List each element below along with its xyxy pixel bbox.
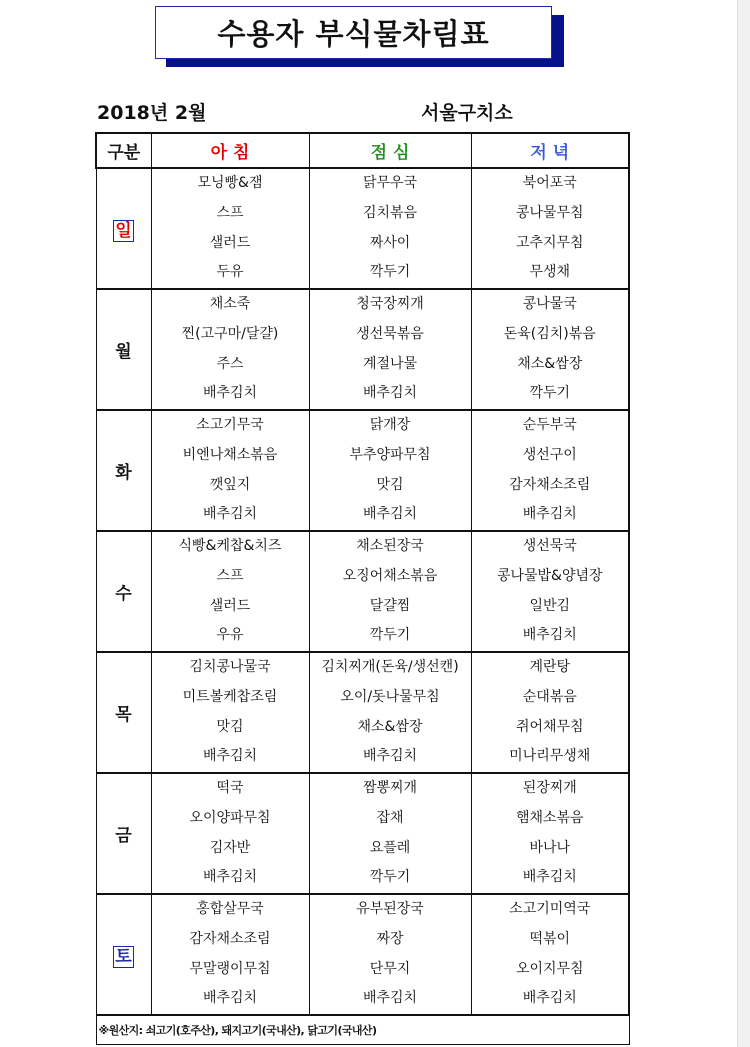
dinner-cell xyxy=(471,894,629,1015)
day-label xyxy=(96,894,151,1015)
dinner-cell xyxy=(471,168,629,289)
menu-item: 깍두기 xyxy=(369,264,411,281)
menu-item: 김치볶음 xyxy=(362,204,418,221)
dinner-cell xyxy=(471,410,629,531)
menu-item: 스프 xyxy=(216,204,244,221)
menu-item: 깍두기 xyxy=(529,385,571,402)
menu-item: 맛김 xyxy=(216,718,244,735)
note-row xyxy=(96,1015,629,1045)
menu-item: 일반김 xyxy=(529,597,571,614)
menu-item: 깍두기 xyxy=(369,869,411,886)
menu-item: 배추김치 xyxy=(202,869,258,886)
lunch-cell xyxy=(309,168,471,289)
menu-item: 생선구이 xyxy=(522,446,577,463)
menu-item: 홍합살무국 xyxy=(196,901,264,917)
menu-item: 두유 xyxy=(216,264,244,281)
menu-item: 오이양파무침 xyxy=(189,809,271,826)
menu-item: 김치찌개(돈육/생선캔) xyxy=(321,659,459,675)
header-dinner: 저 녁 xyxy=(471,133,629,168)
lunch-cell xyxy=(309,410,471,531)
menu-item: 깍두기 xyxy=(369,627,411,644)
menu-item: 달걀찜 xyxy=(369,597,411,614)
menu-item: 맛김 xyxy=(376,476,404,493)
scrollbar-track[interactable] xyxy=(737,0,750,1047)
menu-item: 배추김치 xyxy=(522,627,577,644)
menu-item: 콩나물밥&양념장 xyxy=(496,567,603,584)
menu-item: 짜사이 xyxy=(369,234,411,251)
menu-item: 짜장 xyxy=(376,930,404,947)
day-label xyxy=(96,531,151,652)
menu-item: 계절나물 xyxy=(362,355,418,372)
menu-item: 단무지 xyxy=(369,960,411,977)
table-row xyxy=(96,531,629,652)
menu-item: 모닝빵&잼 xyxy=(197,175,263,191)
menu-item: 생선묵국 xyxy=(522,538,577,554)
menu-item: 배추김치 xyxy=(202,990,258,1007)
lunch-cell xyxy=(309,531,471,652)
menu-item: 잡채 xyxy=(376,809,404,826)
menu-item: 식빵&케찹&치즈 xyxy=(178,538,282,554)
header-lunch: 점 심 xyxy=(309,133,471,168)
breakfast-cell xyxy=(151,773,309,894)
menu-item: 채소죽 xyxy=(209,296,251,312)
menu-item: 소고기무국 xyxy=(196,417,264,433)
menu-item: 감자채소조림 xyxy=(189,930,271,947)
menu-item: 계란탕 xyxy=(529,659,571,675)
menu-item: 순대볶음 xyxy=(522,688,577,705)
menu-item: 미나리무생채 xyxy=(509,748,591,765)
menu-item: 된장찌개 xyxy=(522,780,577,796)
table-row xyxy=(96,652,629,773)
day-text: 목 xyxy=(115,705,132,725)
day-text: 일 xyxy=(115,221,132,241)
menu-item: 순두부국 xyxy=(522,417,577,433)
breakfast-cell xyxy=(151,894,309,1015)
breakfast-cell xyxy=(151,531,309,652)
menu-item: 배추김치 xyxy=(522,990,577,1007)
header-label: 구분 xyxy=(96,133,151,168)
menu-item: 요플레 xyxy=(369,839,411,856)
menu-item: 깻잎지 xyxy=(209,476,251,493)
day-text: 화 xyxy=(115,463,132,483)
menu-item: 배추김치 xyxy=(202,506,258,523)
breakfast-cell xyxy=(151,289,309,410)
menu-item: 배추김치 xyxy=(522,869,577,886)
menu-item: 짬뽕찌개 xyxy=(362,780,418,796)
day-label xyxy=(96,773,151,894)
origin-note: ※원산지: 쇠고기(호주산), 돼지고기(국내산), 닭고기(국내산) xyxy=(96,1015,629,1045)
table-row xyxy=(96,410,629,531)
menu-item: 쥐어채무침 xyxy=(515,718,584,735)
menu-item: 오이/돗나물무침 xyxy=(340,688,440,705)
table-row xyxy=(96,168,629,289)
menu-item: 무생채 xyxy=(529,264,571,281)
menu-item: 무말랭이무침 xyxy=(189,960,271,977)
menu-item: 채소된장국 xyxy=(356,538,424,554)
table-row xyxy=(96,289,629,410)
menu-item: 우유 xyxy=(216,627,244,644)
menu-item: 채소&쌈장 xyxy=(357,718,423,735)
menu-item: 배추김치 xyxy=(522,506,577,523)
menu-item: 오징어채소볶음 xyxy=(342,567,438,584)
menu-item: 닭무우국 xyxy=(362,175,418,191)
breakfast-cell xyxy=(151,168,309,289)
menu-item: 감자채소조림 xyxy=(509,476,591,493)
menu-item: 찐(고구마/달걀) xyxy=(181,325,279,342)
menu-item: 고추지무침 xyxy=(515,234,584,251)
day-label xyxy=(96,410,151,531)
day-label xyxy=(96,652,151,773)
menu-item: 비엔나채소볶음 xyxy=(182,446,278,463)
menu-item: 떡국 xyxy=(216,780,244,796)
menu-item: 스프 xyxy=(216,567,244,584)
menu-item: 돈육(김치)볶음 xyxy=(503,325,596,342)
menu-item: 배추김치 xyxy=(362,748,418,765)
breakfast-cell xyxy=(151,652,309,773)
menu-item: 부추양파무침 xyxy=(349,446,431,463)
menu-item: 청국장찌개 xyxy=(356,296,424,312)
menu-item: 소고기미역국 xyxy=(509,901,591,917)
menu-item: 북어포국 xyxy=(522,175,577,191)
lunch-cell xyxy=(309,289,471,410)
dinner-cell xyxy=(471,289,629,410)
menu-item: 미트볼케찹조림 xyxy=(182,688,278,705)
menu-item: 샐러드 xyxy=(209,597,251,614)
place-label: 서울구치소 xyxy=(421,102,513,124)
dinner-cell xyxy=(471,652,629,773)
menu-item: 배추김치 xyxy=(202,385,258,402)
dinner-cell xyxy=(471,531,629,652)
menu-item: 샐러드 xyxy=(209,234,251,251)
menu-item: 햄채소볶음 xyxy=(515,809,584,826)
menu-item: 콩나물무침 xyxy=(515,204,584,221)
day-text: 월 xyxy=(115,342,132,362)
lunch-cell xyxy=(309,894,471,1015)
day-text: 토 xyxy=(115,947,132,967)
table-row xyxy=(96,894,629,1015)
menu-item: 바나나 xyxy=(529,839,571,856)
day-text: 수 xyxy=(115,584,132,604)
lunch-cell xyxy=(309,652,471,773)
date-label: 2018년 2월 xyxy=(97,102,207,124)
table-row xyxy=(96,773,629,894)
menu-item: 유부된장국 xyxy=(356,901,424,917)
breakfast-cell xyxy=(151,410,309,531)
dinner-cell xyxy=(471,773,629,894)
day-text: 금 xyxy=(115,826,132,846)
header-row xyxy=(96,133,629,168)
menu-item: 채소&쌈장 xyxy=(517,355,583,372)
header-breakfast: 아 침 xyxy=(151,133,309,168)
menu-item: 배추김치 xyxy=(362,385,418,402)
menu-item: 주스 xyxy=(216,355,244,372)
menu-item: 콩나물국 xyxy=(522,296,577,312)
menu-table xyxy=(95,132,630,1045)
menu-item: 떡볶이 xyxy=(529,930,571,947)
menu-item: 생선묵볶음 xyxy=(356,325,424,342)
day-label xyxy=(96,168,151,289)
menu-item: 배추김치 xyxy=(362,506,418,523)
menu-item: 배추김치 xyxy=(362,990,418,1007)
menu-item: 김치콩나물국 xyxy=(189,659,271,675)
menu-item: 김자반 xyxy=(209,839,251,856)
menu-item: 닭개장 xyxy=(369,417,411,433)
menu-item: 배추김치 xyxy=(202,748,258,765)
menu-item: 오이지무침 xyxy=(515,960,584,977)
day-label xyxy=(96,289,151,410)
page-title: 수용자 부식물차림표 xyxy=(155,6,552,59)
lunch-cell xyxy=(309,773,471,894)
